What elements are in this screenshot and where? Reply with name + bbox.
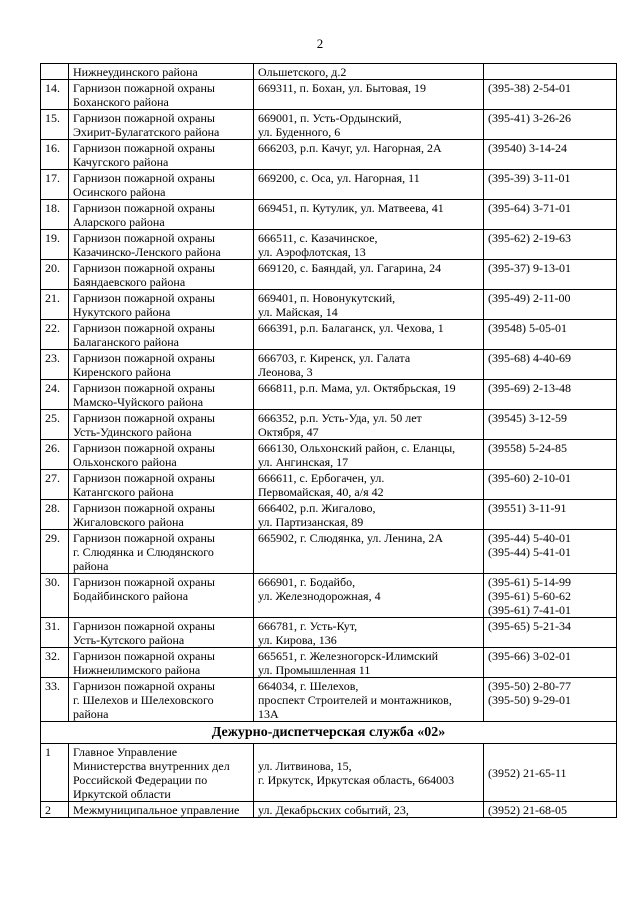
organization-name <box>69 744 254 802</box>
table-row <box>41 410 617 440</box>
address <box>254 64 484 80</box>
address-line: 666781, г. Усть-Кут, <box>258 619 358 633</box>
address-line: ул. Ангинская, 17 <box>258 455 349 469</box>
address-line: 666391, р.п. Балаганск, ул. Чехова, 1 <box>258 321 444 335</box>
organization-name <box>69 530 254 574</box>
organization-name-line: Межмуниципальное управление <box>73 803 240 817</box>
table-row <box>41 440 617 470</box>
phone-line: (395-39) 3-11-01 <box>488 171 571 185</box>
organization-name <box>69 80 254 110</box>
row-number-line: 24. <box>45 381 60 395</box>
table-row <box>41 802 617 818</box>
row-number <box>41 410 69 440</box>
address <box>254 678 484 722</box>
organization-name <box>69 470 254 500</box>
organization-name-line: Ольхонского района <box>73 455 177 469</box>
table-row <box>41 618 617 648</box>
address <box>254 618 484 648</box>
address-line: 666402, р.п. Жигалово, <box>258 501 376 515</box>
row-number-line: 18. <box>45 201 60 215</box>
organization-name-line: Гарнизон пожарной охраны <box>73 441 215 455</box>
address-line: 669001, п. Усть-Ордынский, <box>258 111 402 125</box>
address-line: 665651, г. Железногорск-Илимский <box>258 649 439 663</box>
table-row <box>41 170 617 200</box>
address-line: ул. Аэрофлотская, 13 <box>258 245 366 259</box>
organization-name-line: Гарнизон пожарной охраны <box>73 231 215 245</box>
table-row <box>41 470 617 500</box>
table-row <box>41 260 617 290</box>
phone <box>484 80 617 110</box>
row-number <box>41 260 69 290</box>
organization-name-line: Министерства внутренних дел <box>73 759 230 773</box>
address <box>254 320 484 350</box>
address-line: 666811, р.п. Мама, ул. Октябрьская, 19 <box>258 381 456 395</box>
organization-name-line: Гарнизон пожарной охраны <box>73 679 215 693</box>
organization-name-line: г. Шелехов и Шелеховского <box>73 693 214 707</box>
row-number <box>41 290 69 320</box>
row-number-line: 28. <box>45 501 60 515</box>
address-line: 665902, г. Слюдянка, ул. Ленина, 2А <box>258 531 444 545</box>
phone-line: (395-61) 5-14-99 <box>488 575 571 589</box>
address-line: Октября, 47 <box>258 425 319 439</box>
organization-name-line: Мамско-Чуйского района <box>73 395 204 409</box>
organization-name-line: Иркутской области <box>73 787 171 801</box>
address-line: Первомайская, 40, а/я 42 <box>258 485 384 499</box>
organization-name-line: Гарнизон пожарной охраны <box>73 351 215 365</box>
table-row <box>41 80 617 110</box>
organization-name <box>69 260 254 290</box>
address-line: Леонова, 3 <box>258 365 313 379</box>
row-number <box>41 64 69 80</box>
organization-name-line: Нижнеудинского района <box>73 65 198 79</box>
organization-name-line: Гарнизон пожарной охраны <box>73 261 215 275</box>
organization-name-line: Катангского района <box>73 485 174 499</box>
row-number <box>41 440 69 470</box>
row-number <box>41 648 69 678</box>
address <box>254 110 484 140</box>
row-number-line: 32. <box>45 649 60 663</box>
address <box>254 200 484 230</box>
organization-name <box>69 410 254 440</box>
phone <box>484 648 617 678</box>
organization-name-line: Эхирит-Булагатского района <box>73 125 220 139</box>
organization-name-line: Гарнизон пожарной охраны <box>73 575 215 589</box>
phone-line: (395-44) 5-40-01 <box>488 531 571 545</box>
organization-name-line: Балаганского района <box>73 335 179 349</box>
row-number-line: 15. <box>45 111 60 125</box>
address-line: г. Иркутск, Иркутская область, 664003 <box>258 773 455 787</box>
phone-line: (395-50) 2-80-77 <box>488 679 571 693</box>
phone-line: (395-37) 9-13-01 <box>488 261 571 275</box>
organization-name <box>69 678 254 722</box>
organization-name <box>69 140 254 170</box>
organization-name-line: Гарнизон пожарной охраны <box>73 171 215 185</box>
row-number-line: 25. <box>45 411 60 425</box>
phone <box>484 170 617 200</box>
address <box>254 802 484 818</box>
row-number <box>41 320 69 350</box>
organization-name-line: Бодайбинского района <box>73 589 189 603</box>
section-title: Дежурно-диспетчерская служба «02» <box>41 722 617 744</box>
row-number-line: 29. <box>45 531 60 545</box>
phone <box>484 618 617 648</box>
address-line: ул. Литвинова, 15, <box>258 759 352 773</box>
organization-name <box>69 802 254 818</box>
address-line: ул. Промышленная 11 <box>258 663 371 677</box>
table-row <box>41 64 617 80</box>
address <box>254 470 484 500</box>
phone-line: (395-64) 3-71-01 <box>488 201 571 215</box>
phone <box>484 530 617 574</box>
row-number <box>41 200 69 230</box>
table-row <box>41 290 617 320</box>
phone-line: (395-41) 3-26-26 <box>488 111 571 125</box>
table-row <box>41 230 617 260</box>
row-number-line: 22. <box>45 321 60 335</box>
address-line: 13А <box>258 707 279 721</box>
row-number-line: 21. <box>45 291 60 305</box>
address-line: 666901, г. Бодайбо, <box>258 575 356 589</box>
organization-name-line: Гарнизон пожарной охраны <box>73 381 215 395</box>
organization-name-line: Гарнизон пожарной охраны <box>73 291 215 305</box>
address <box>254 140 484 170</box>
page-number: 2 <box>316 36 324 51</box>
row-number <box>41 618 69 648</box>
organization-name-line: Главное Управление <box>73 745 178 759</box>
phone-line: (3952) 21-68-05 <box>488 803 567 817</box>
row-number <box>41 470 69 500</box>
address <box>254 410 484 440</box>
organization-name <box>69 440 254 470</box>
organization-name-line: Гарнизон пожарной охраны <box>73 471 215 485</box>
address-line: 669401, п. Новонукутский, <box>258 291 396 305</box>
row-number-line: 31. <box>45 619 60 633</box>
organization-name-line: Гарнизон пожарной охраны <box>73 619 215 633</box>
address <box>254 574 484 618</box>
address-line: 666352, р.п. Усть-Уда, ул. 50 лет <box>258 411 422 425</box>
phone <box>484 260 617 290</box>
table-row <box>41 110 617 140</box>
row-number <box>41 170 69 200</box>
address-line: ул. Железнодорожная, 4 <box>258 589 381 603</box>
organization-name-line: Усть-Кутского района <box>73 633 185 647</box>
address-line: 666703, г. Киренск, ул. Галата <box>258 351 411 365</box>
row-number-line: 26. <box>45 441 60 455</box>
organization-name <box>69 230 254 260</box>
phone-line: (39545) 3-12-59 <box>488 411 567 425</box>
organization-name-line: Гарнизон пожарной охраны <box>73 531 215 545</box>
address-line: ул. Майская, 14 <box>258 305 338 319</box>
phone-line: (395-61) 7-41-01 <box>488 603 571 617</box>
address-line: 666130, Ольхонский район, с. Еланцы, <box>258 441 456 455</box>
address-line: Ольшетского, д.2 <box>258 65 347 79</box>
organization-name <box>69 110 254 140</box>
organization-name-line: Баяндаевского района <box>73 275 186 289</box>
organization-name-line: Киренского района <box>73 365 171 379</box>
organization-name-line: Российской Федерации по <box>73 773 208 787</box>
organization-name-line: Казачинско-Ленского района <box>73 245 221 259</box>
row-number <box>41 140 69 170</box>
table-row <box>41 530 617 574</box>
phone-line: (395-50) 9-29-01 <box>488 693 571 707</box>
address <box>254 440 484 470</box>
phone-line: (3952) 21-65-11 <box>488 766 567 780</box>
address <box>254 380 484 410</box>
organization-name-line: Нукутского района <box>73 305 171 319</box>
address <box>254 80 484 110</box>
organization-name <box>69 320 254 350</box>
organization-name <box>69 648 254 678</box>
row-number-line: 30. <box>45 575 60 589</box>
row-number <box>41 500 69 530</box>
organization-name <box>69 380 254 410</box>
row-number-line: 14. <box>45 81 60 95</box>
address-line: 666203, р.п. Качуг, ул. Нагорная, 2А <box>258 141 442 155</box>
address-line: проспект Строителей и монтажников, <box>258 693 452 707</box>
phone-line: (395-38) 2-54-01 <box>488 81 571 95</box>
organization-name-line: г. Слюдянка и Слюдянского <box>73 545 214 559</box>
table-row <box>41 350 617 380</box>
row-number-line: 19. <box>45 231 60 245</box>
row-number-line: 23. <box>45 351 60 365</box>
phone-line: (395-68) 4-40-69 <box>488 351 571 365</box>
organization-name <box>69 64 254 80</box>
organization-name-line: Гарнизон пожарной охраны <box>73 111 215 125</box>
phone-line: (395-62) 2-19-63 <box>488 231 571 245</box>
table-row <box>41 678 617 722</box>
phone-line: (39548) 5-05-01 <box>488 321 567 335</box>
address-line: 669311, п. Бохан, ул. Бытовая, 19 <box>258 81 427 95</box>
address-line: 666511, с. Казачинское, <box>258 231 378 245</box>
phone <box>484 440 617 470</box>
row-number <box>41 678 69 722</box>
phone-line: (395-44) 5-41-01 <box>488 545 571 559</box>
phone-line: (395-49) 2-11-00 <box>488 291 571 305</box>
organization-name-line: Осинского района <box>73 185 166 199</box>
phone <box>484 140 617 170</box>
address-line: ул. Буденного, 6 <box>258 125 341 139</box>
organization-name <box>69 290 254 320</box>
row-number <box>41 530 69 574</box>
row-number-line: 20. <box>45 261 60 275</box>
organization-name-line: Гарнизон пожарной охраны <box>73 411 215 425</box>
phone <box>484 110 617 140</box>
phone-line: (39540) 3-14-24 <box>488 141 567 155</box>
organization-name-line: Жигаловского района <box>73 515 184 529</box>
phone <box>484 802 617 818</box>
organization-name-line: Аларского района <box>73 215 165 229</box>
table-row <box>41 140 617 170</box>
row-number-line <box>45 65 64 79</box>
organization-name-line: Гарнизон пожарной охраны <box>73 141 215 155</box>
phone-line <box>488 65 612 79</box>
organization-name-line: Гарнизон пожарной охраны <box>73 201 215 215</box>
row-number-line: 17. <box>45 171 60 185</box>
organization-name <box>69 200 254 230</box>
address-line: ул. Партизанская, 89 <box>258 515 364 529</box>
organization-name <box>69 170 254 200</box>
address-line: 669120, с. Баяндай, ул. Гагарина, 24 <box>258 261 442 275</box>
table-row <box>41 200 617 230</box>
phone <box>484 410 617 440</box>
organization-name-line: района <box>73 707 109 721</box>
address-line: 664034, г. Шелехов, <box>258 679 359 693</box>
row-number <box>41 230 69 260</box>
table-row <box>41 648 617 678</box>
address <box>254 230 484 260</box>
organization-name-line: Гарнизон пожарной охраны <box>73 321 215 335</box>
phone <box>484 574 617 618</box>
phone-line: (395-60) 2-10-01 <box>488 471 571 485</box>
phone <box>484 200 617 230</box>
row-number-line: 33. <box>45 679 60 693</box>
table-row <box>41 744 617 802</box>
row-number <box>41 380 69 410</box>
address <box>254 500 484 530</box>
address-line: ул. Декабрьских событий, 23, <box>258 803 409 817</box>
phone <box>484 500 617 530</box>
address <box>254 170 484 200</box>
address <box>254 530 484 574</box>
organization-name-line: Гарнизон пожарной охраны <box>73 81 215 95</box>
fire-garrison-table <box>40 63 617 818</box>
organization-name-line: Гарнизон пожарной охраны <box>73 649 215 663</box>
organization-name-line: Качугского района <box>73 155 169 169</box>
phone <box>484 380 617 410</box>
phone <box>484 230 617 260</box>
phone-line: (39558) 5-24-85 <box>488 441 567 455</box>
address <box>254 290 484 320</box>
organization-name-line: Усть-Удинского района <box>73 425 192 439</box>
row-number-line: 1 <box>45 745 51 759</box>
row-number <box>41 80 69 110</box>
phone <box>484 350 617 380</box>
table-row <box>41 574 617 618</box>
phone <box>484 678 617 722</box>
phone <box>484 744 617 802</box>
phone <box>484 470 617 500</box>
organization-name-line: Гарнизон пожарной охраны <box>73 501 215 515</box>
table-row <box>41 320 617 350</box>
address-line: 669200, с. Оса, ул. Нагорная, 11 <box>258 171 420 185</box>
row-number-line: 2 <box>45 803 51 817</box>
phone-line: (395-61) 5-60-62 <box>488 589 571 603</box>
row-number <box>41 744 69 802</box>
organization-name <box>69 618 254 648</box>
row-number <box>41 802 69 818</box>
address-line: 669451, п. Кутулик, ул. Матвеева, 41 <box>258 201 444 215</box>
phone-line: (39551) 3-11-91 <box>488 501 567 515</box>
phone-line: (395-69) 2-13-48 <box>488 381 571 395</box>
organization-name-line: Боханского района <box>73 95 169 109</box>
phone-line: (395-66) 3-02-01 <box>488 649 571 663</box>
organization-name <box>69 350 254 380</box>
address <box>254 744 484 802</box>
section-header-row <box>41 722 617 744</box>
organization-name-line: района <box>73 559 109 573</box>
phone <box>484 320 617 350</box>
address-line: ул. Кирова, 136 <box>258 633 337 647</box>
organization-name <box>69 574 254 618</box>
row-number <box>41 110 69 140</box>
address-line: 666611, с. Ербогачен, ул. <box>258 471 385 485</box>
row-number <box>41 574 69 618</box>
organization-name-line: Нижнеилимского района <box>73 663 201 677</box>
phone-line: (395-65) 5-21-34 <box>488 619 571 633</box>
table-row <box>41 380 617 410</box>
phone <box>484 64 617 80</box>
address <box>254 350 484 380</box>
table-body <box>41 64 617 818</box>
address <box>254 260 484 290</box>
row-number-line: 16. <box>45 141 60 155</box>
table-row <box>41 500 617 530</box>
organization-name <box>69 500 254 530</box>
address <box>254 648 484 678</box>
row-number <box>41 350 69 380</box>
row-number-line: 27. <box>45 471 60 485</box>
phone <box>484 290 617 320</box>
